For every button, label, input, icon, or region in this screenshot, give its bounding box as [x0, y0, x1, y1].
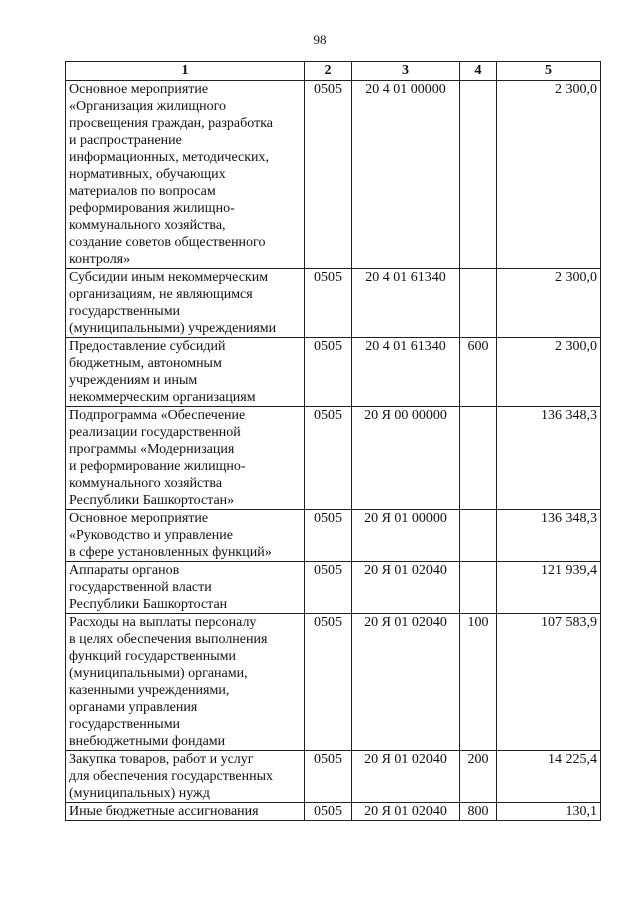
row-name: Расходы на выплаты персоналу в целях обеспечения выполнения функций государственными (муниципальными) органами, казенными учреждениями, органами управления государственными внебюджетными фондами — [66, 614, 305, 751]
row-section: 0505 — [305, 510, 352, 562]
page-number: 98 — [313, 32, 327, 47]
table-row — [66, 407, 601, 510]
header-col-4: 4 — [460, 62, 497, 81]
header-col-3: 3 — [352, 62, 460, 81]
row-name: Предоставление субсидий бюджетным, автономным учреждениям и иным некоммерческим организациям — [66, 338, 305, 407]
row-section: 0505 — [305, 803, 352, 821]
table-row — [66, 614, 601, 751]
table-row — [66, 510, 601, 562]
row-section: 0505 — [305, 338, 352, 407]
row-section: 0505 — [305, 81, 352, 269]
row-section: 0505 — [305, 269, 352, 338]
row-code: 20 4 01 00000 — [352, 81, 460, 269]
row-code: 20 4 01 61340 — [352, 338, 460, 407]
row-name: Основное мероприятие «Организация жилищного просвещения граждан, разработка и распространение информационных, методических, нормативных, обучающих материалов по вопросам реформирования жилищно- коммунального хозяйства, создание советов общественного контроля» — [66, 81, 305, 269]
row-code: 20 Я 00 00000 — [352, 407, 460, 510]
row-name: Основное мероприятие «Руководство и управление в сфере установленных функций» — [66, 510, 305, 562]
row-code: 20 Я 01 00000 — [352, 510, 460, 562]
row-amount: 2 300,0 — [497, 338, 601, 407]
header-col-2: 2 — [305, 62, 352, 81]
row-amount: 136 348,3 — [497, 510, 601, 562]
row-type: 600 — [460, 338, 497, 407]
row-code: 20 4 01 61340 — [352, 269, 460, 338]
row-section: 0505 — [305, 614, 352, 751]
row-code: 20 Я 01 02040 — [352, 614, 460, 751]
row-amount: 2 300,0 — [497, 269, 601, 338]
row-name: Субсидии иным некоммерческим организациям, не являющимся государственными (муниципальными) учреждениями — [66, 269, 305, 338]
budget-table — [65, 61, 601, 821]
table-row — [66, 751, 601, 803]
row-amount: 14 225,4 — [497, 751, 601, 803]
row-section: 0505 — [305, 751, 352, 803]
row-type: 800 — [460, 803, 497, 821]
row-code: 20 Я 01 02040 — [352, 562, 460, 614]
table-row — [66, 81, 601, 269]
row-type — [460, 562, 497, 614]
row-section: 0505 — [305, 562, 352, 614]
row-name: Закупка товаров, работ и услуг для обеспечения государственных (муниципальных) нужд — [66, 751, 305, 803]
row-name: Подпрограмма «Обеспечение реализации государственной программы «Модернизация и реформирование жилищно- коммунального хозяйства Республики Башкортостан» — [66, 407, 305, 510]
row-code: 20 Я 01 02040 — [352, 803, 460, 821]
header-col-5: 5 — [497, 62, 601, 81]
row-type — [460, 269, 497, 338]
header-row — [66, 62, 601, 81]
row-type: 200 — [460, 751, 497, 803]
row-amount: 130,1 — [497, 803, 601, 821]
row-amount: 2 300,0 — [497, 81, 601, 269]
row-code: 20 Я 01 02040 — [352, 751, 460, 803]
header-col-1: 1 — [66, 62, 305, 81]
row-type — [460, 510, 497, 562]
row-amount: 121 939,4 — [497, 562, 601, 614]
row-name: Иные бюджетные ассигнования — [66, 803, 305, 821]
row-type — [460, 407, 497, 510]
row-name: Аппараты органов государственной власти Республики Башкортостан — [66, 562, 305, 614]
table-row — [66, 338, 601, 407]
row-type — [460, 81, 497, 269]
row-amount: 107 583,9 — [497, 614, 601, 751]
row-section: 0505 — [305, 407, 352, 510]
row-type: 100 — [460, 614, 497, 751]
table-row — [66, 803, 601, 821]
table-row — [66, 269, 601, 338]
row-amount: 136 348,3 — [497, 407, 601, 510]
table-row — [66, 562, 601, 614]
